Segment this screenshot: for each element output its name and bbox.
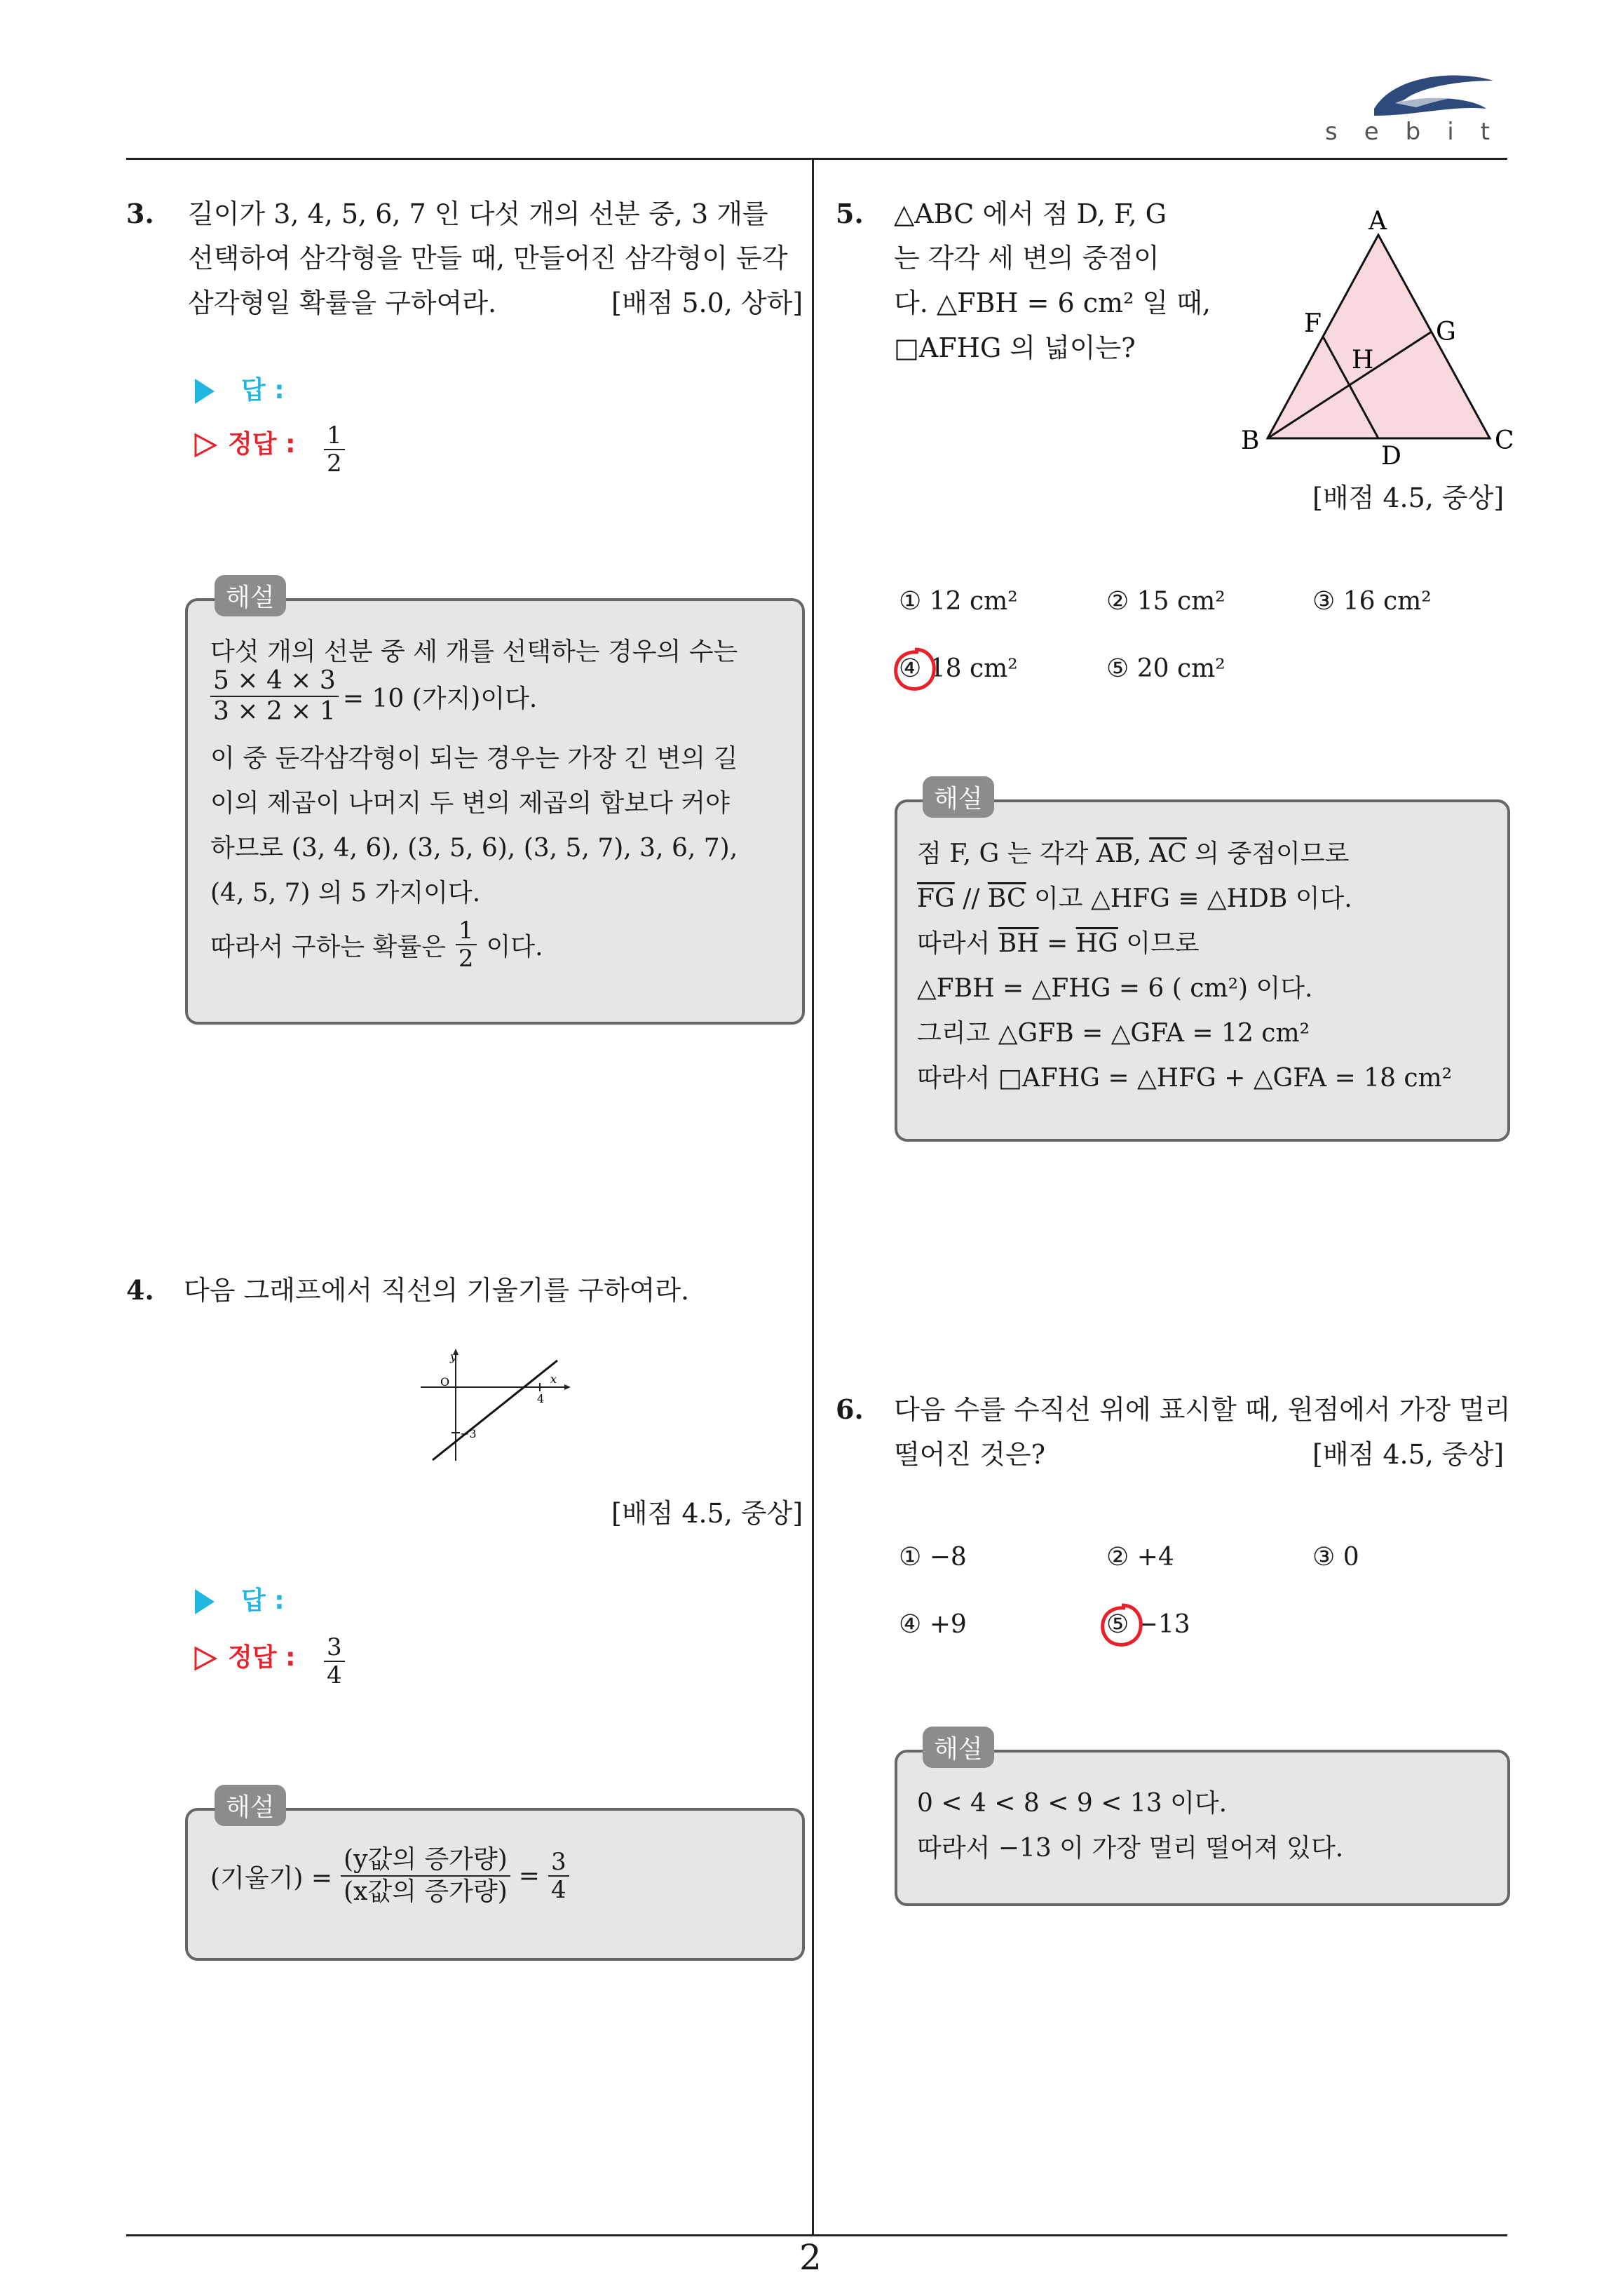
q4-explain-formula: (기울기) = $\frac{\text{(y값의 증가량)}}{\text{(x값의 증가량)}}$ = $\frac{3}{4}$ — [210, 1844, 578, 1907]
q6-explain-line: 0 < 4 < 8 < 9 < 13 이다. — [917, 1789, 1228, 1818]
q3-explain-line: 이의 제곱이 나머지 두 변의 제곱의 합보다 커야 — [210, 789, 730, 818]
q5-triangle-figure — [1241, 207, 1521, 473]
q4-explanation-tab: 해설 — [215, 1785, 286, 1826]
selected-answer-circle-icon — [890, 645, 939, 694]
q4-number: 4. — [126, 1274, 154, 1306]
svg-text:A: A — [1369, 207, 1387, 236]
page-number: 2 — [799, 2237, 822, 2278]
q5-explain-line: △FBH = △FHG = 6 ( cm²) 이다. — [917, 974, 1313, 1003]
q3-correct-row — [193, 424, 295, 460]
q6-choice-2[interactable]: ② +4 — [1106, 1543, 1174, 1572]
q3-explain-fraction-line: $\frac{5 \times 4 \times 3}{3 \times 2 \times 1}$ = 10 (가지)이다. — [210, 666, 537, 727]
q4-text: 다음 그래프에서 직선의 기울기를 구하여라. — [184, 1275, 690, 1306]
selected-answer-circle-icon — [1097, 1601, 1146, 1650]
column-divider — [812, 160, 814, 2236]
header-rule — [126, 158, 1507, 160]
q5-number: 5. — [836, 198, 864, 229]
svg-text:D: D — [1381, 442, 1401, 471]
q5-explain-line: 점 F, G 는 각각 $\overline{AB}$, $\overline{AC}$ 의 중점이므로 — [917, 839, 1350, 868]
q3-explain-line: 이 중 둔각삼각형이 되는 경우는 가장 긴 변의 길 — [210, 744, 738, 773]
q3-answer-row — [195, 370, 285, 406]
q5-explain-line: 따라서 □AFHG = △HFG + △GFA = 18 cm² — [917, 1064, 1453, 1093]
graph-y-label: y — [450, 1350, 457, 1363]
q5-explain-line: $\overline{FG} // \overline{BC}$ 이고 △HFG ≡ △HDB 이다. — [917, 884, 1352, 913]
q3-explanation-tab: 해설 — [215, 575, 286, 616]
q6-number: 6. — [836, 1393, 864, 1425]
svg-text:C: C — [1495, 426, 1514, 455]
correct-arrow-icon — [193, 1646, 218, 1671]
graph-y-tick: −3 — [460, 1427, 477, 1440]
q4-answer-row — [195, 1581, 285, 1616]
q5-explain-line: 따라서 $\overline{BH} = \overline{HG}$ 이므로 — [917, 929, 1200, 958]
svg-text:G: G — [1436, 318, 1456, 346]
q3-number: 3. — [126, 198, 154, 229]
q3-text-line: 선택하여 삼각형을 만들 때, 만들어진 삼각형이 둔각 — [188, 243, 788, 274]
svg-text:F: F — [1304, 309, 1322, 338]
q3-text-line: 삼각형일 확률을 구하여라. — [188, 288, 497, 318]
q6-choice-4[interactable]: ④ +9 — [899, 1610, 967, 1639]
q5-text-line: □AFHG 의 넓이는? — [894, 332, 1136, 363]
logo-text: sebit — [1325, 118, 1516, 146]
q5-choice-1[interactable]: ① 12 cm² — [899, 587, 1018, 616]
q5-explain-line: 그리고 △GFB = △GFA = 12 cm² — [917, 1019, 1310, 1048]
q5-text-line: 는 각각 세 변의 중점이 — [894, 243, 1160, 274]
q5-choice-4[interactable]: ④ 18 cm² — [899, 654, 1018, 683]
graph-origin-label: O — [440, 1375, 450, 1389]
q6-text-line: 떨어진 것은? — [894, 1439, 1045, 1470]
q6-explain-line: 따라서 −13 이 가장 멀리 떨어져 있다. — [917, 1834, 1344, 1863]
q6-choice-5[interactable]: ⑤ −13 — [1106, 1610, 1190, 1639]
q6-choice-1[interactable]: ① −8 — [899, 1543, 967, 1572]
q5-choice-2[interactable]: ② 15 cm² — [1106, 587, 1225, 616]
q3-score: [배점 5.0, 상하] — [611, 288, 803, 318]
q6-score: [배점 4.5, 중상] — [1312, 1439, 1505, 1470]
svg-text:H: H — [1352, 346, 1374, 374]
q5-explanation-tab: 해설 — [923, 776, 994, 818]
q4-correct-label: 정답 : — [228, 1643, 296, 1672]
q6-text-line: 다음 수를 수직선 위에 표시할 때, 원점에서 가장 멀리 — [894, 1394, 1511, 1425]
q5-text-line: 다. △FBH = 6 cm² 일 때, — [894, 288, 1211, 318]
graph-x-label: x — [550, 1372, 557, 1386]
q5-text-line: △ABC 에서 점 D, F, G — [894, 198, 1167, 229]
answer-arrow-icon — [195, 379, 215, 404]
q5-choice-3[interactable]: ③ 16 cm² — [1312, 587, 1432, 616]
q3-explain-conclusion: 따라서 구하는 확률은 $\frac{1}{2}$ 이다. — [210, 917, 543, 973]
q4-correct-answer: $\frac{3}{4}$ — [324, 1634, 345, 1689]
q3-correct-answer: $\frac{1}{2}$ — [324, 422, 345, 477]
q3-explain-line: 다섯 개의 선분 중 세 개를 선택하는 경우의 수는 — [210, 637, 738, 666]
q3-correct-label: 정답 : — [228, 430, 296, 459]
footer-rule — [126, 2234, 1507, 2236]
q6-choice-3[interactable]: ③ 0 — [1312, 1543, 1359, 1572]
q3-text-line: 길이가 3, 4, 5, 6, 7 인 다섯 개의 선분 중, 3 개를 — [188, 198, 768, 229]
graph-x-tick: 4 — [537, 1392, 545, 1405]
q6-explanation-box — [895, 1750, 1510, 1906]
svg-text:B: B — [1241, 426, 1260, 455]
q5-choice-5[interactable]: ⑤ 20 cm² — [1106, 654, 1225, 683]
q3-explain-line: (4, 5, 7) 의 5 가지이다. — [210, 879, 481, 907]
q5-score: [배점 4.5, 중상] — [1312, 482, 1505, 513]
q3-explain-line: 하므로 (3, 4, 6), (3, 5, 6), (3, 5, 7), 3, 6, 7), — [210, 834, 738, 863]
q4-score: [배점 4.5, 중상] — [611, 1498, 803, 1529]
answer-arrow-icon — [195, 1589, 215, 1614]
q6-explanation-tab: 해설 — [923, 1727, 994, 1768]
q3-answer-label: 답 : — [241, 376, 285, 405]
correct-arrow-icon — [193, 433, 218, 458]
q4-correct-row — [193, 1637, 295, 1673]
q4-line-graph — [414, 1345, 575, 1464]
q4-answer-label: 답 : — [241, 1586, 285, 1615]
